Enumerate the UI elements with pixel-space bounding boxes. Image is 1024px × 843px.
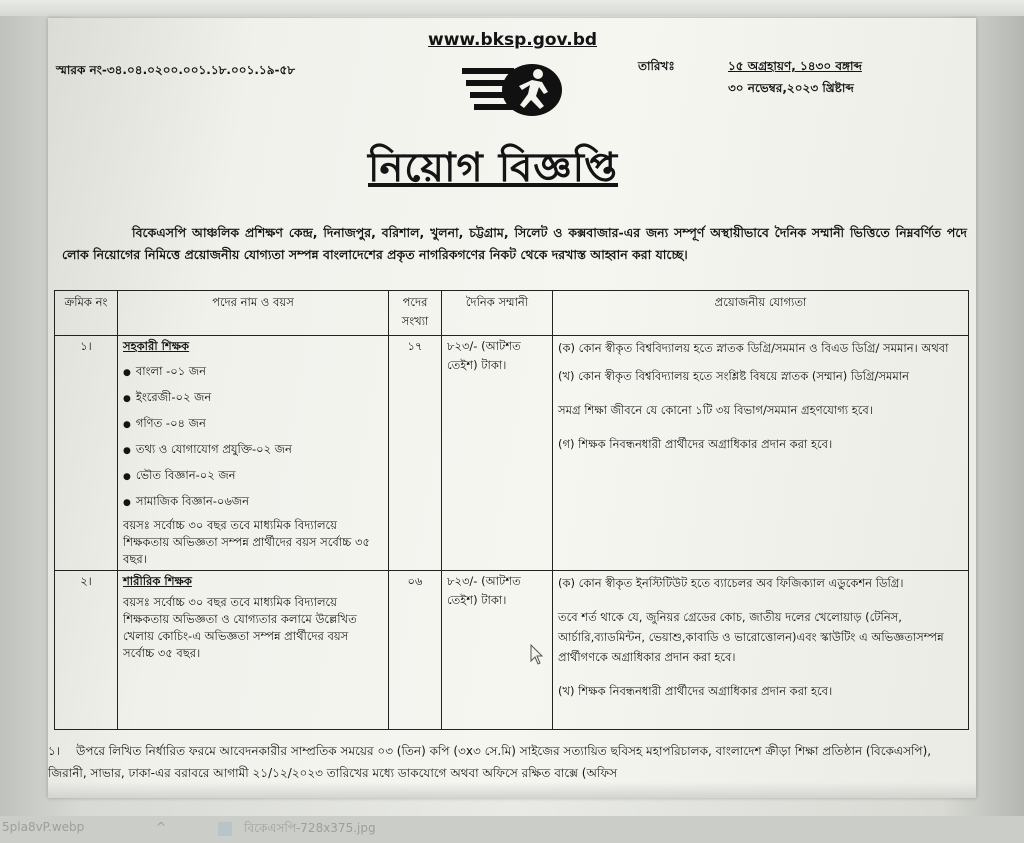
row2-age-note: বয়সঃ সর্বোচ্চ ৩০ বছর তবে মাধ্যমিক বিদ্যালয়ে শিক্ষকতায় অভিজ্ঞতা ও যোগ্যতার কলামে উল্লেখিত খেলায় কোচিং-এ অভিজ্ঞতা সম্পন্ন প্রার্থীদের বয়স সর্বোচ্চ ৩৫ বছর। bbox=[123, 595, 357, 660]
header-post: পদের নাম ও বয়স bbox=[118, 291, 389, 336]
memo-number: স্মারক নং-৩৪.০৪.০২০০.০০১.১৮.০০১.১৯-৫৮ bbox=[56, 63, 296, 77]
subject-item: ● গণিত -০৪ জন bbox=[123, 411, 383, 437]
footer-text: উপরে লিখিত নির্ধারিত ফরমে আবেদনকারীর সাম্প্রতিক সময়ের ০৩ (তিন) কপি (৩x৩ সে.মি) সাইজের সত্যায়িত ছবিসহ মহাপরিচালক, বাংলাদেশ ক্রীড়া শিক্ষা প্রতিষ্ঠান (বিকেএসপি), জিরানী, সাভার, ঢাকা-এর বরাবরে আগামী ২১/১২/২০২৩ তারিখের মধ্যে ডাকযোগে অথবা অফিসে রক্ষিত বাক্সে (অফিস bbox=[48, 744, 932, 780]
date-label: তারিখঃ bbox=[638, 59, 675, 73]
row1-qual-note: সমগ্র শিক্ষা জীবনে যে কোনো ১টি ৩য় বিভাগ/সমমান গ্রহণযোগ্য হবে। bbox=[558, 403, 873, 417]
notice-paper bbox=[48, 18, 976, 798]
row2-post-cell bbox=[118, 571, 389, 730]
row1-age-note: বয়সঃ সর্বোচ্চ ৩০ বছর তবে মাধ্যমিক বিদ্যালয়ে শিক্ষকতায় অভিজ্ঞতা সম্পন্ন প্রার্থীদের বয়স সর্বোচ্চ ৩৫ বছর। bbox=[123, 518, 370, 566]
footer-instruction bbox=[48, 740, 953, 784]
table-header-row bbox=[55, 291, 969, 336]
row1-post-name: সহকারী শিক্ষক bbox=[123, 339, 190, 353]
subject-item: ● ইংরেজী-০২ জন bbox=[123, 385, 383, 411]
header-count: পদের সংখ্যা bbox=[389, 291, 442, 336]
subject-item: ● ভৌত বিজ্ঞান-০২ জন bbox=[123, 463, 383, 489]
top-band bbox=[0, 0, 1024, 16]
date-english: ৩০ নভেম্বর,২০২৩ খ্রিষ্টাব্দ bbox=[728, 81, 854, 95]
header-honorarium: দৈনিক সম্মানী bbox=[442, 291, 553, 336]
date-bangla: ১৫ অগ্রহায়ণ, ১৪৩০ বঙ্গাব্দ bbox=[728, 59, 862, 73]
row1-post-cell bbox=[118, 336, 389, 571]
notice-title: নিয়োগ বিজ্ঞপ্তি bbox=[368, 144, 619, 191]
row2-qualification bbox=[553, 571, 969, 730]
vacancy-table bbox=[54, 290, 969, 730]
intro-paragraph: বিকেএসপি আঞ্চলিক প্রশিক্ষণ কেন্দ্র, দিনাজপুর, বরিশাল, খুলনা, চট্টগ্রাম, সিলেট ও কক্সবাজার-এর জন্য সম্পূর্ণ অস্থায়ীভাবে দৈনিক সম্মানী ভিত্তিতে নিম্নবর্ণিত পদে লোক নিয়োগের নিমিত্তে প্রয়োজনীয় যোগ্যতা সম্পন্ন বাংলাদেশের প্রকৃত নাগরিকগণের নিকট থেকে দরখাস্ত আহ্বান করা যাচ্ছে। bbox=[62, 225, 967, 262]
row2-honorarium: ৮২৩/- (আটশত তেইশ) টাকা। bbox=[442, 571, 553, 730]
mouse-cursor-icon bbox=[530, 644, 544, 666]
row2-post-name: শারীরিক শিক্ষক bbox=[123, 574, 192, 588]
table-row bbox=[55, 336, 969, 571]
bksp-logo bbox=[458, 56, 568, 126]
taskbar-file-jpg[interactable]: বিকেএসপি-728x375.jpg bbox=[244, 821, 376, 835]
row1-serial: ১। bbox=[55, 336, 118, 571]
table-row bbox=[55, 571, 969, 730]
row1-honorarium: ৮২৩/- (আটশত তেইশ) টাকা। bbox=[442, 336, 553, 571]
footer-number: ১। bbox=[48, 744, 61, 758]
bottom-fade bbox=[48, 782, 976, 798]
row1-qual-b: (খ) কোন স্বীকৃত বিশ্ববিদ্যালয় হতে সংশ্লিষ্ট বিষয়ে স্নাতক (সম্মান) ডিগ্রি/সমমান bbox=[558, 369, 909, 383]
row1-qual-a: (ক) কোন স্বীকৃত বিশ্ববিদ্যালয় হতে স্নাতক ডিগ্রি/সমমান ও বিএড ডিগ্রি/ সমমান। অথবা bbox=[558, 341, 949, 355]
subject-item: ● সামাজিক বিজ্ঞান-০৬জন bbox=[123, 489, 383, 515]
taskbar-file-webp[interactable]: 5pla8vP.webp bbox=[2, 820, 85, 834]
row2-serial: ২। bbox=[55, 571, 118, 730]
row1-qual-c: (গ) শিক্ষক নিবন্ধনধারী প্রার্থীদের অগ্রাধিকার প্রদান করা হবে। bbox=[558, 437, 833, 451]
row2-qual-b: (খ) শিক্ষক নিবন্ধনধারী প্রার্থীদের অগ্রাধিকার প্রদান করা হবে। bbox=[558, 684, 833, 698]
row1-qualification bbox=[553, 336, 969, 571]
subject-list bbox=[123, 359, 383, 515]
chevron-up-icon[interactable]: ^ bbox=[156, 820, 167, 834]
taskbar bbox=[0, 816, 1024, 843]
row1-count: ১৭ bbox=[389, 336, 442, 571]
website-url: www.bksp.gov.bd bbox=[428, 30, 598, 50]
row2-qual-a: (ক) কোন স্বীকৃত ইনস্টিটিউট হতে ব্যাচেলর অব ফিজিক্যাল এডুকেশন ডিগ্রি। bbox=[558, 576, 904, 590]
subject-item: ● বাংলা -০১ জন bbox=[123, 359, 383, 385]
row2-count: ০৬ bbox=[389, 571, 442, 730]
subject-item: ● তথ্য ও যোগাযোগ প্রযুক্তি-০২ জন bbox=[123, 437, 383, 463]
header-qualification: প্রয়োজনীয় যোগ্যতা bbox=[553, 291, 969, 336]
row2-qual-condition: তবে শর্ত থাকে যে, জুনিয়র গ্রেডের কোচ, জাতীয় দলের খেলোয়াড় (টেনিস, আর্চারি,ব্যাডমিন্টন, ভেয়াশু,কাবাডি ও ভারোত্তোলন)এবং স্কাউটিং এ অভিজ্ঞতাসম্পন্ন প্রার্থীগণকে অগ্রাধিকার প্রদান করা হবে। bbox=[558, 610, 944, 664]
image-file-icon bbox=[218, 822, 232, 836]
header-serial: ক্রমিক নং bbox=[55, 291, 118, 336]
